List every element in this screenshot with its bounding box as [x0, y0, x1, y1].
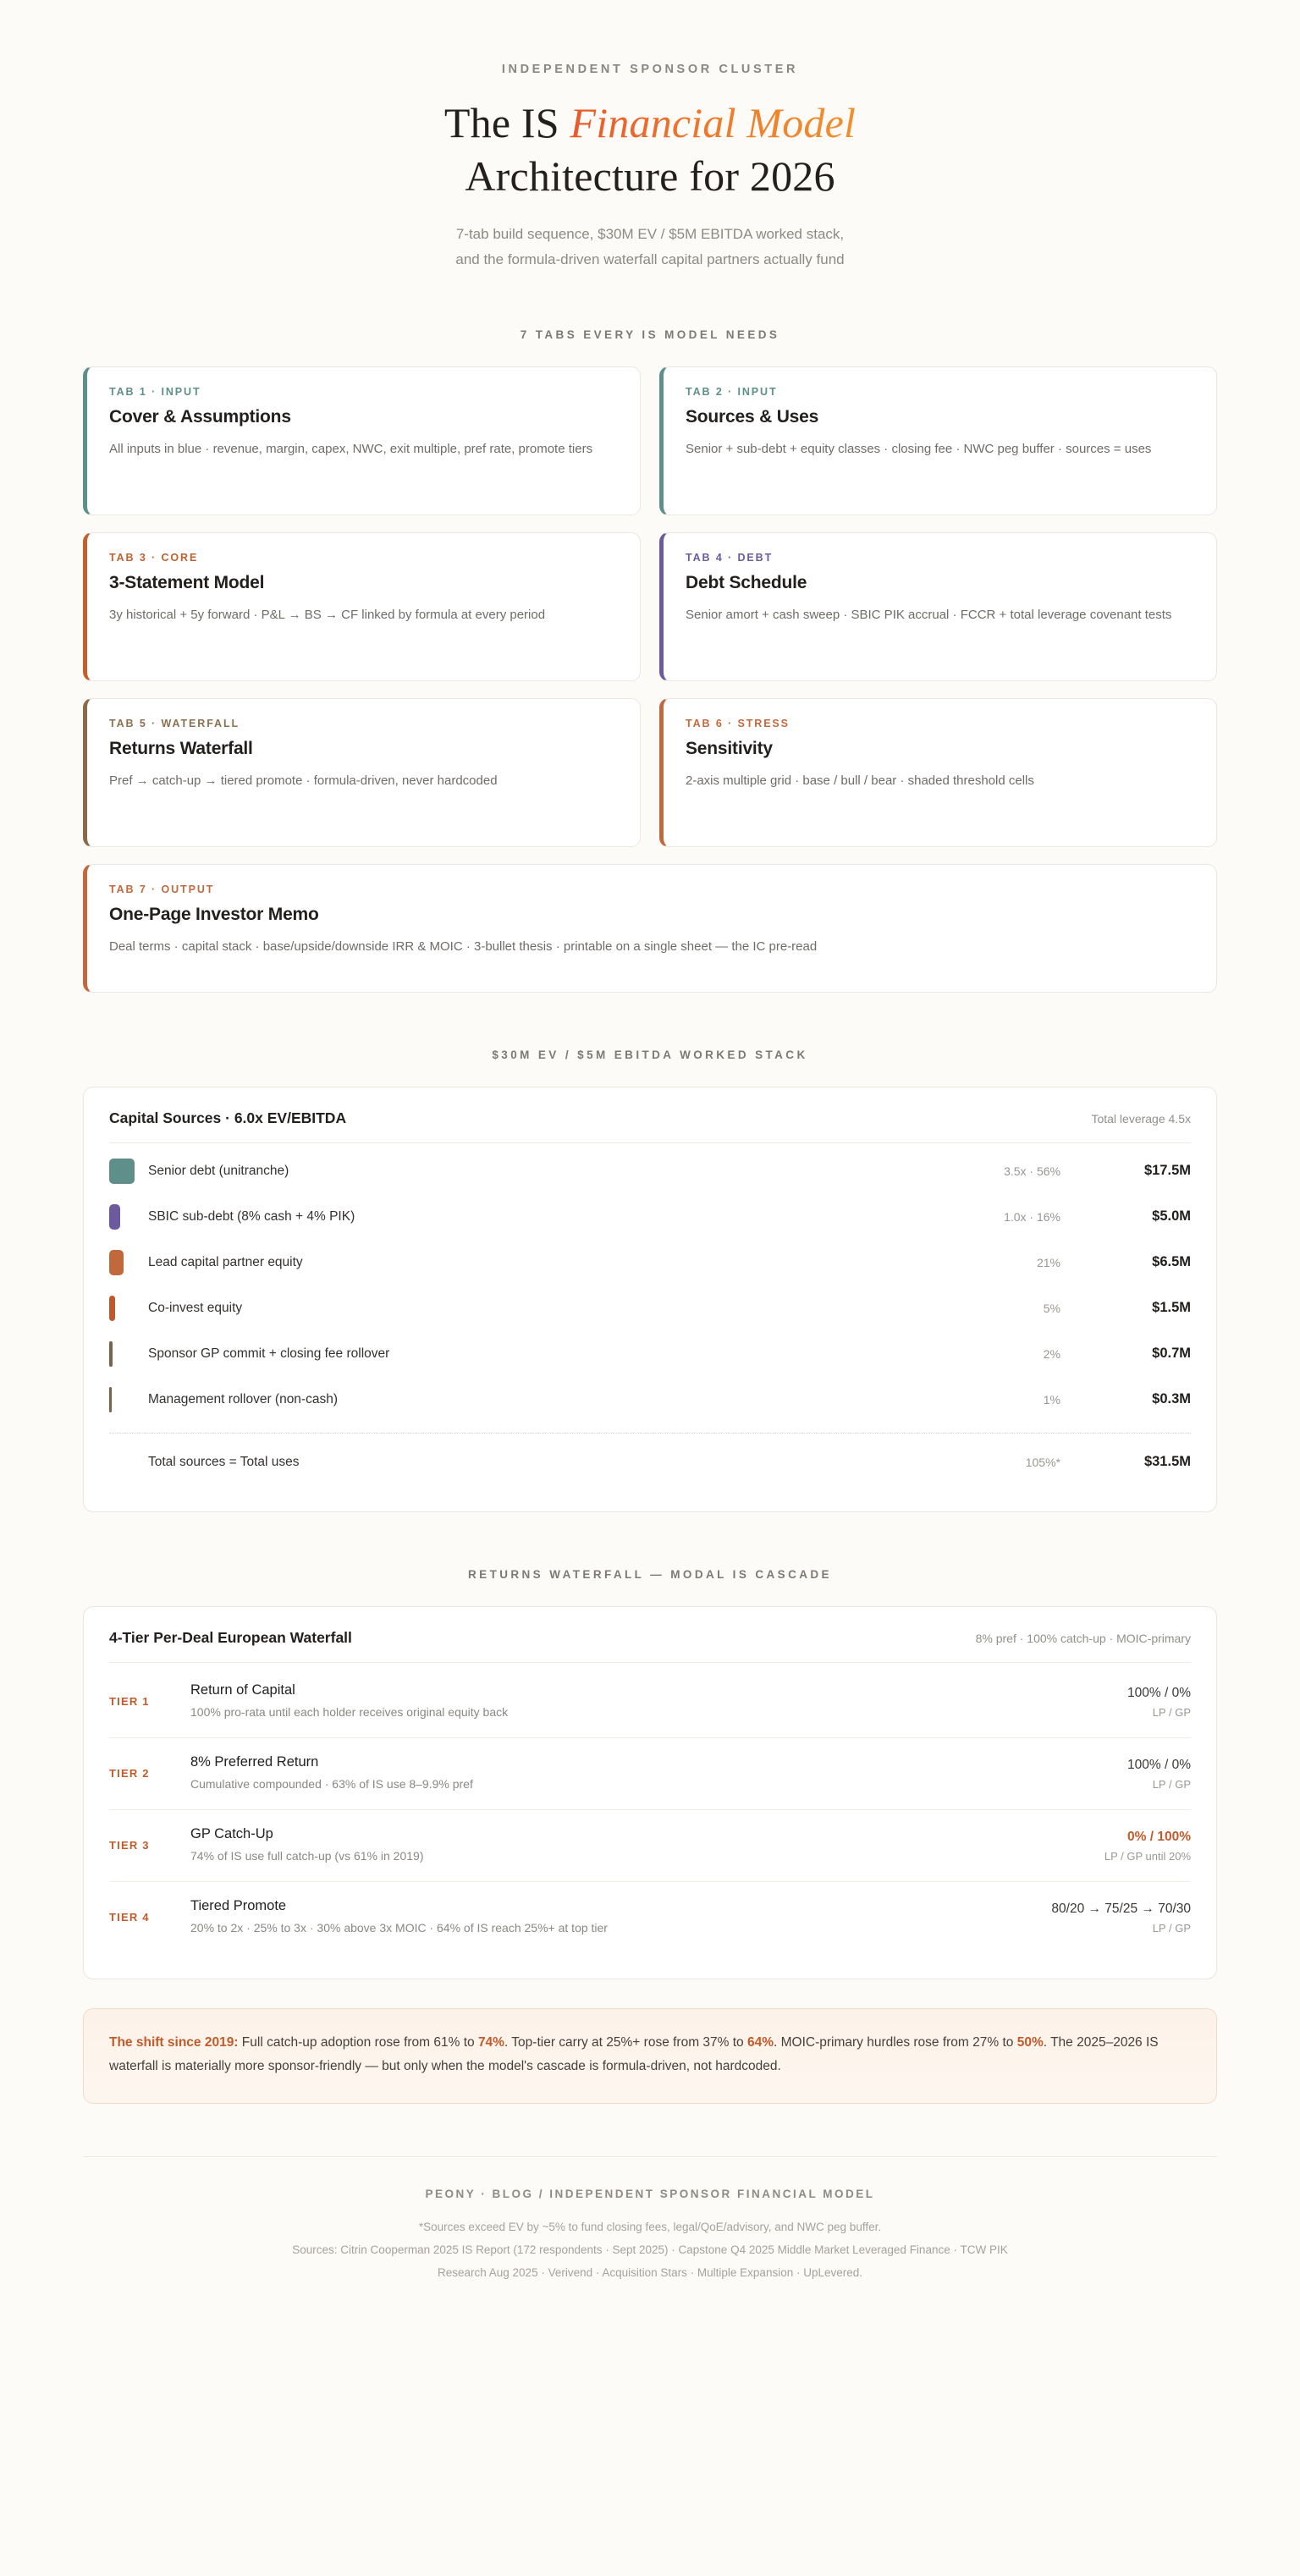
title-accent: Financial Model: [570, 99, 857, 146]
waterfall-meta: 8% pref · 100% catch-up · MOIC-primary: [975, 1631, 1191, 1645]
tab-card-6[interactable]: [659, 698, 1217, 847]
tab-card-7-desc: Deal terms · capital stack · base/upside/downside IRR & MOIC · 3-bullet thesis · printable on a single sheet — the IC pre-read: [109, 938, 818, 954]
stack-row-multiple: 2%: [1043, 1346, 1060, 1361]
tier-split: [988, 1684, 1191, 1718]
stack-row-multiple: 1%: [1043, 1392, 1060, 1406]
footer-note-1: *Sources exceed EV by ~5% to fund closing fees, legal/QoE/advisory, and NWC peg buffer.: [418, 2221, 882, 2234]
stack-row: [109, 1331, 1191, 1377]
stack-row-amount: $6.5M: [1152, 1254, 1191, 1269]
stack-swatch-cell: [109, 1159, 148, 1184]
page-header: [83, 63, 1217, 272]
tier-name: Tiered Promote: [190, 1897, 287, 1913]
section-label-stack: $30M EV / $5M EBITDA WORKED STACK: [492, 1048, 808, 1061]
tier-main: [190, 1898, 988, 1937]
stack-row-label: Sponsor GP commit + closing fee rollover: [148, 1346, 390, 1361]
tier-main: [190, 1826, 988, 1865]
stack-swatch-cell: [109, 1387, 148, 1412]
tab-card-1-kicker: TAB 1 · INPUT: [109, 385, 201, 398]
title-line-2: Architecture for 2026: [465, 152, 835, 200]
footer-brand: PEONY · BLOG / INDEPENDENT SPONSOR FINANCIAL MODEL: [425, 2188, 875, 2201]
shift-callout: [83, 2008, 1217, 2105]
callout-text-2: . Top-tier carry at 25%+ rose from 37% to: [504, 2034, 747, 2050]
tier-split-legend: LP / GP: [1152, 1777, 1191, 1791]
stack-row-multiple: 3.5x · 56%: [1004, 1164, 1060, 1178]
tier-badge: TIER 2: [109, 1767, 150, 1780]
stack-row: [109, 1148, 1191, 1194]
stack-row-amount: $17.5M: [1143, 1163, 1191, 1178]
tier-description: 20% to 2x · 25% to 3x · 30% above 3x MOIC · 64% of IS reach 25%+ at top tier: [190, 1920, 608, 1935]
tier-description: 74% of IS use full catch-up (vs 61% in 2019): [190, 1848, 424, 1863]
tab-card-3[interactable]: [83, 532, 641, 681]
tab-card-2[interactable]: [659, 366, 1217, 515]
tier-split: [988, 1828, 1191, 1862]
tab-card-3-title: 3-Statement Model: [109, 572, 265, 592]
tier-name: 8% Preferred Return: [190, 1753, 319, 1770]
stack-row-multiple: 1.0x · 16%: [1004, 1209, 1060, 1224]
stack-total-label: Total sources = Total uses: [148, 1454, 300, 1469]
stack-total-amount: $31.5M: [1143, 1454, 1191, 1469]
capital-stack-rows: [109, 1148, 1191, 1486]
capital-stack-title: Capital Sources · 6.0x EV/EBITDA: [109, 1109, 347, 1126]
tier-badge: TIER 4: [109, 1911, 150, 1924]
tab-cards-grid: [83, 366, 1217, 993]
tab-card-3-kicker: TAB 3 · CORE: [109, 551, 199, 564]
section-label-tabs: 7 TABS EVERY IS MODEL NEEDS: [520, 328, 780, 341]
tier-main: [190, 1682, 988, 1721]
stack-row-amount: $1.5M: [1152, 1300, 1191, 1315]
stack-row-label: Co-invest equity: [148, 1300, 243, 1315]
stack-row-multiple: 21%: [1036, 1255, 1060, 1269]
tier-split-legend: LP / GP until 20%: [1104, 1849, 1191, 1863]
tab-card-5-desc: Pref → catch-up → tiered promote · formula-driven, never hardcoded: [109, 773, 498, 788]
footer-note-3: Research Aug 2025 · Verivend · Acquisition Stars · Multiple Expansion · UpLevered.: [437, 2266, 863, 2280]
stack-color-swatch: [109, 1250, 124, 1275]
stack-row: [109, 1194, 1191, 1240]
stack-color-swatch: [109, 1159, 135, 1184]
tab-card-4-desc: Senior amort + cash sweep · SBIC PIK accrual · FCCR + total leverage covenant tests: [686, 607, 1172, 622]
tier-name: GP Catch-Up: [190, 1825, 273, 1841]
tier-badge: TIER 3: [109, 1839, 150, 1852]
stack-row-amount: $0.3M: [1152, 1391, 1191, 1406]
tier-row: [109, 1738, 1191, 1810]
tab-card-6-title: Sensitivity: [686, 738, 773, 758]
waterfall-panel: [83, 1606, 1217, 1979]
tab-card-2-kicker: TAB 2 · INPUT: [686, 385, 778, 398]
tier-badge: TIER 1: [109, 1695, 150, 1708]
waterfall-tier-rows: [109, 1666, 1191, 1953]
subtitle-line-1: 7-tab build sequence, $30M EV / $5M EBITDA worked stack,: [455, 226, 845, 242]
callout-text-1: Full catch-up adoption rose from 61% to: [238, 2034, 478, 2050]
callout-text-4: . The 2025–2026 IS waterfall is materially more sponsor-friendly — but only when the model's cascade is formula-driven, not hardcoded.: [109, 2034, 1159, 2074]
callout-text-3: . MOIC-primary hurdles rose from 27% to: [774, 2034, 1017, 2050]
stack-color-swatch: [109, 1341, 113, 1367]
tier-row: [109, 1810, 1191, 1882]
tab-card-6-desc: 2-axis multiple grid · base / bull / bear · shaded threshold cells: [686, 773, 1034, 788]
tier-split-value: 0% / 100%: [1127, 1830, 1191, 1845]
capital-stack-header: [109, 1109, 1191, 1143]
stack-total-row: [109, 1439, 1191, 1486]
tier-split-legend: LP / GP: [1152, 1705, 1191, 1719]
tab-card-5-title: Returns Waterfall: [109, 738, 253, 758]
tab-card-4-title: Debt Schedule: [686, 572, 807, 592]
tab-card-5[interactable]: [83, 698, 641, 847]
tier-row: [109, 1666, 1191, 1738]
callout-number-2: 64%: [746, 2034, 774, 2050]
title-prefix: The IS: [443, 99, 570, 146]
eyebrow-label: INDEPENDENT SPONSOR CLUSTER: [501, 63, 799, 76]
stack-total-percent: 105%*: [1025, 1455, 1060, 1469]
tier-split-value: 80/20 → 75/25 → 70/30: [1051, 1902, 1191, 1917]
tab-card-1-desc: All inputs in blue · revenue, margin, capex, NWC, exit multiple, pref rate, promote tiers: [109, 441, 593, 456]
page-subtitle: [345, 222, 955, 272]
stack-row: [109, 1377, 1191, 1423]
stack-row: [109, 1240, 1191, 1285]
stack-color-swatch: [109, 1296, 115, 1321]
tier-split-value: 100% / 0%: [1127, 1758, 1191, 1773]
callout-number-1: 74%: [477, 2034, 504, 2050]
stack-color-swatch: [109, 1387, 112, 1412]
capital-stack-panel: [83, 1087, 1217, 1512]
stack-total-divider: [109, 1433, 1191, 1434]
stack-row-amount: $0.7M: [1152, 1346, 1191, 1361]
stack-swatch-cell: [109, 1341, 148, 1367]
stack-row-amount: $5.0M: [1152, 1208, 1191, 1224]
tab-card-1-title: Cover & Assumptions: [109, 406, 291, 427]
tier-description: 100% pro-rata until each holder receives original equity back: [190, 1704, 509, 1719]
tier-row: [109, 1882, 1191, 1953]
stack-row-label: Management rollover (non-cash): [148, 1391, 338, 1406]
tab-card-6-kicker: TAB 6 · STRESS: [686, 717, 790, 729]
tab-card-7-kicker: TAB 7 · OUTPUT: [109, 883, 215, 895]
tier-name: Return of Capital: [190, 1682, 295, 1698]
capital-stack-meta: Total leverage 4.5x: [1091, 1111, 1191, 1126]
stack-row: [109, 1285, 1191, 1331]
stack-row-label: SBIC sub-debt (8% cash + 4% PIK): [148, 1208, 355, 1224]
tab-card-4-kicker: TAB 4 · DEBT: [686, 551, 774, 564]
tier-split: [988, 1900, 1191, 1934]
tab-card-7-title: One-Page Investor Memo: [109, 904, 319, 924]
tab-card-4[interactable]: [659, 532, 1217, 681]
tab-card-2-title: Sources & Uses: [686, 406, 819, 427]
stack-row-label: Lead capital partner equity: [148, 1254, 303, 1269]
tier-split-value: 100% / 0%: [1127, 1686, 1191, 1701]
stack-row-label: Senior debt (unitranche): [148, 1163, 289, 1178]
tab-card-3-desc: 3y historical + 5y forward · P&L → BS → CF linked by formula at every period: [109, 607, 546, 622]
stack-swatch-cell: [109, 1250, 148, 1275]
waterfall-header: [109, 1629, 1191, 1663]
stack-color-swatch: [109, 1204, 120, 1230]
tab-card-7[interactable]: [83, 864, 1217, 993]
tab-card-5-kicker: TAB 5 · WATERFALL: [109, 717, 240, 729]
tier-description: Cumulative compounded · 63% of IS use 8–9.9% pref: [190, 1776, 473, 1791]
tier-split-legend: LP / GP: [1152, 1921, 1191, 1935]
page-title: [83, 96, 1217, 203]
tab-card-2-desc: Senior + sub-debt + equity classes · closing fee · NWC peg buffer · sources = uses: [686, 441, 1152, 456]
stack-row-multiple: 5%: [1043, 1301, 1060, 1315]
tier-split: [988, 1756, 1191, 1790]
callout-lead: The shift since 2019:: [109, 2034, 239, 2050]
callout-number-3: 50%: [1016, 2034, 1044, 2050]
subtitle-line-2: and the formula-driven waterfall capital partners actually fund: [455, 250, 845, 267]
section-label-waterfall: RETURNS WATERFALL — MODAL IS CASCADE: [468, 1567, 832, 1581]
footer-note-2: Sources: Citrin Cooperman 2025 IS Report (172 respondents · Sept 2025) · Capstone Q4 2025 Middle Market Leveraged Finance · TCW PIK: [292, 2243, 1008, 2257]
waterfall-title: 4-Tier Per-Deal European Waterfall: [109, 1628, 352, 1646]
tier-main: [190, 1754, 988, 1793]
stack-swatch-cell: [109, 1296, 148, 1321]
page-footer: [83, 2156, 1217, 2284]
tab-card-1[interactable]: [83, 366, 641, 515]
stack-swatch-cell: [109, 1204, 148, 1230]
